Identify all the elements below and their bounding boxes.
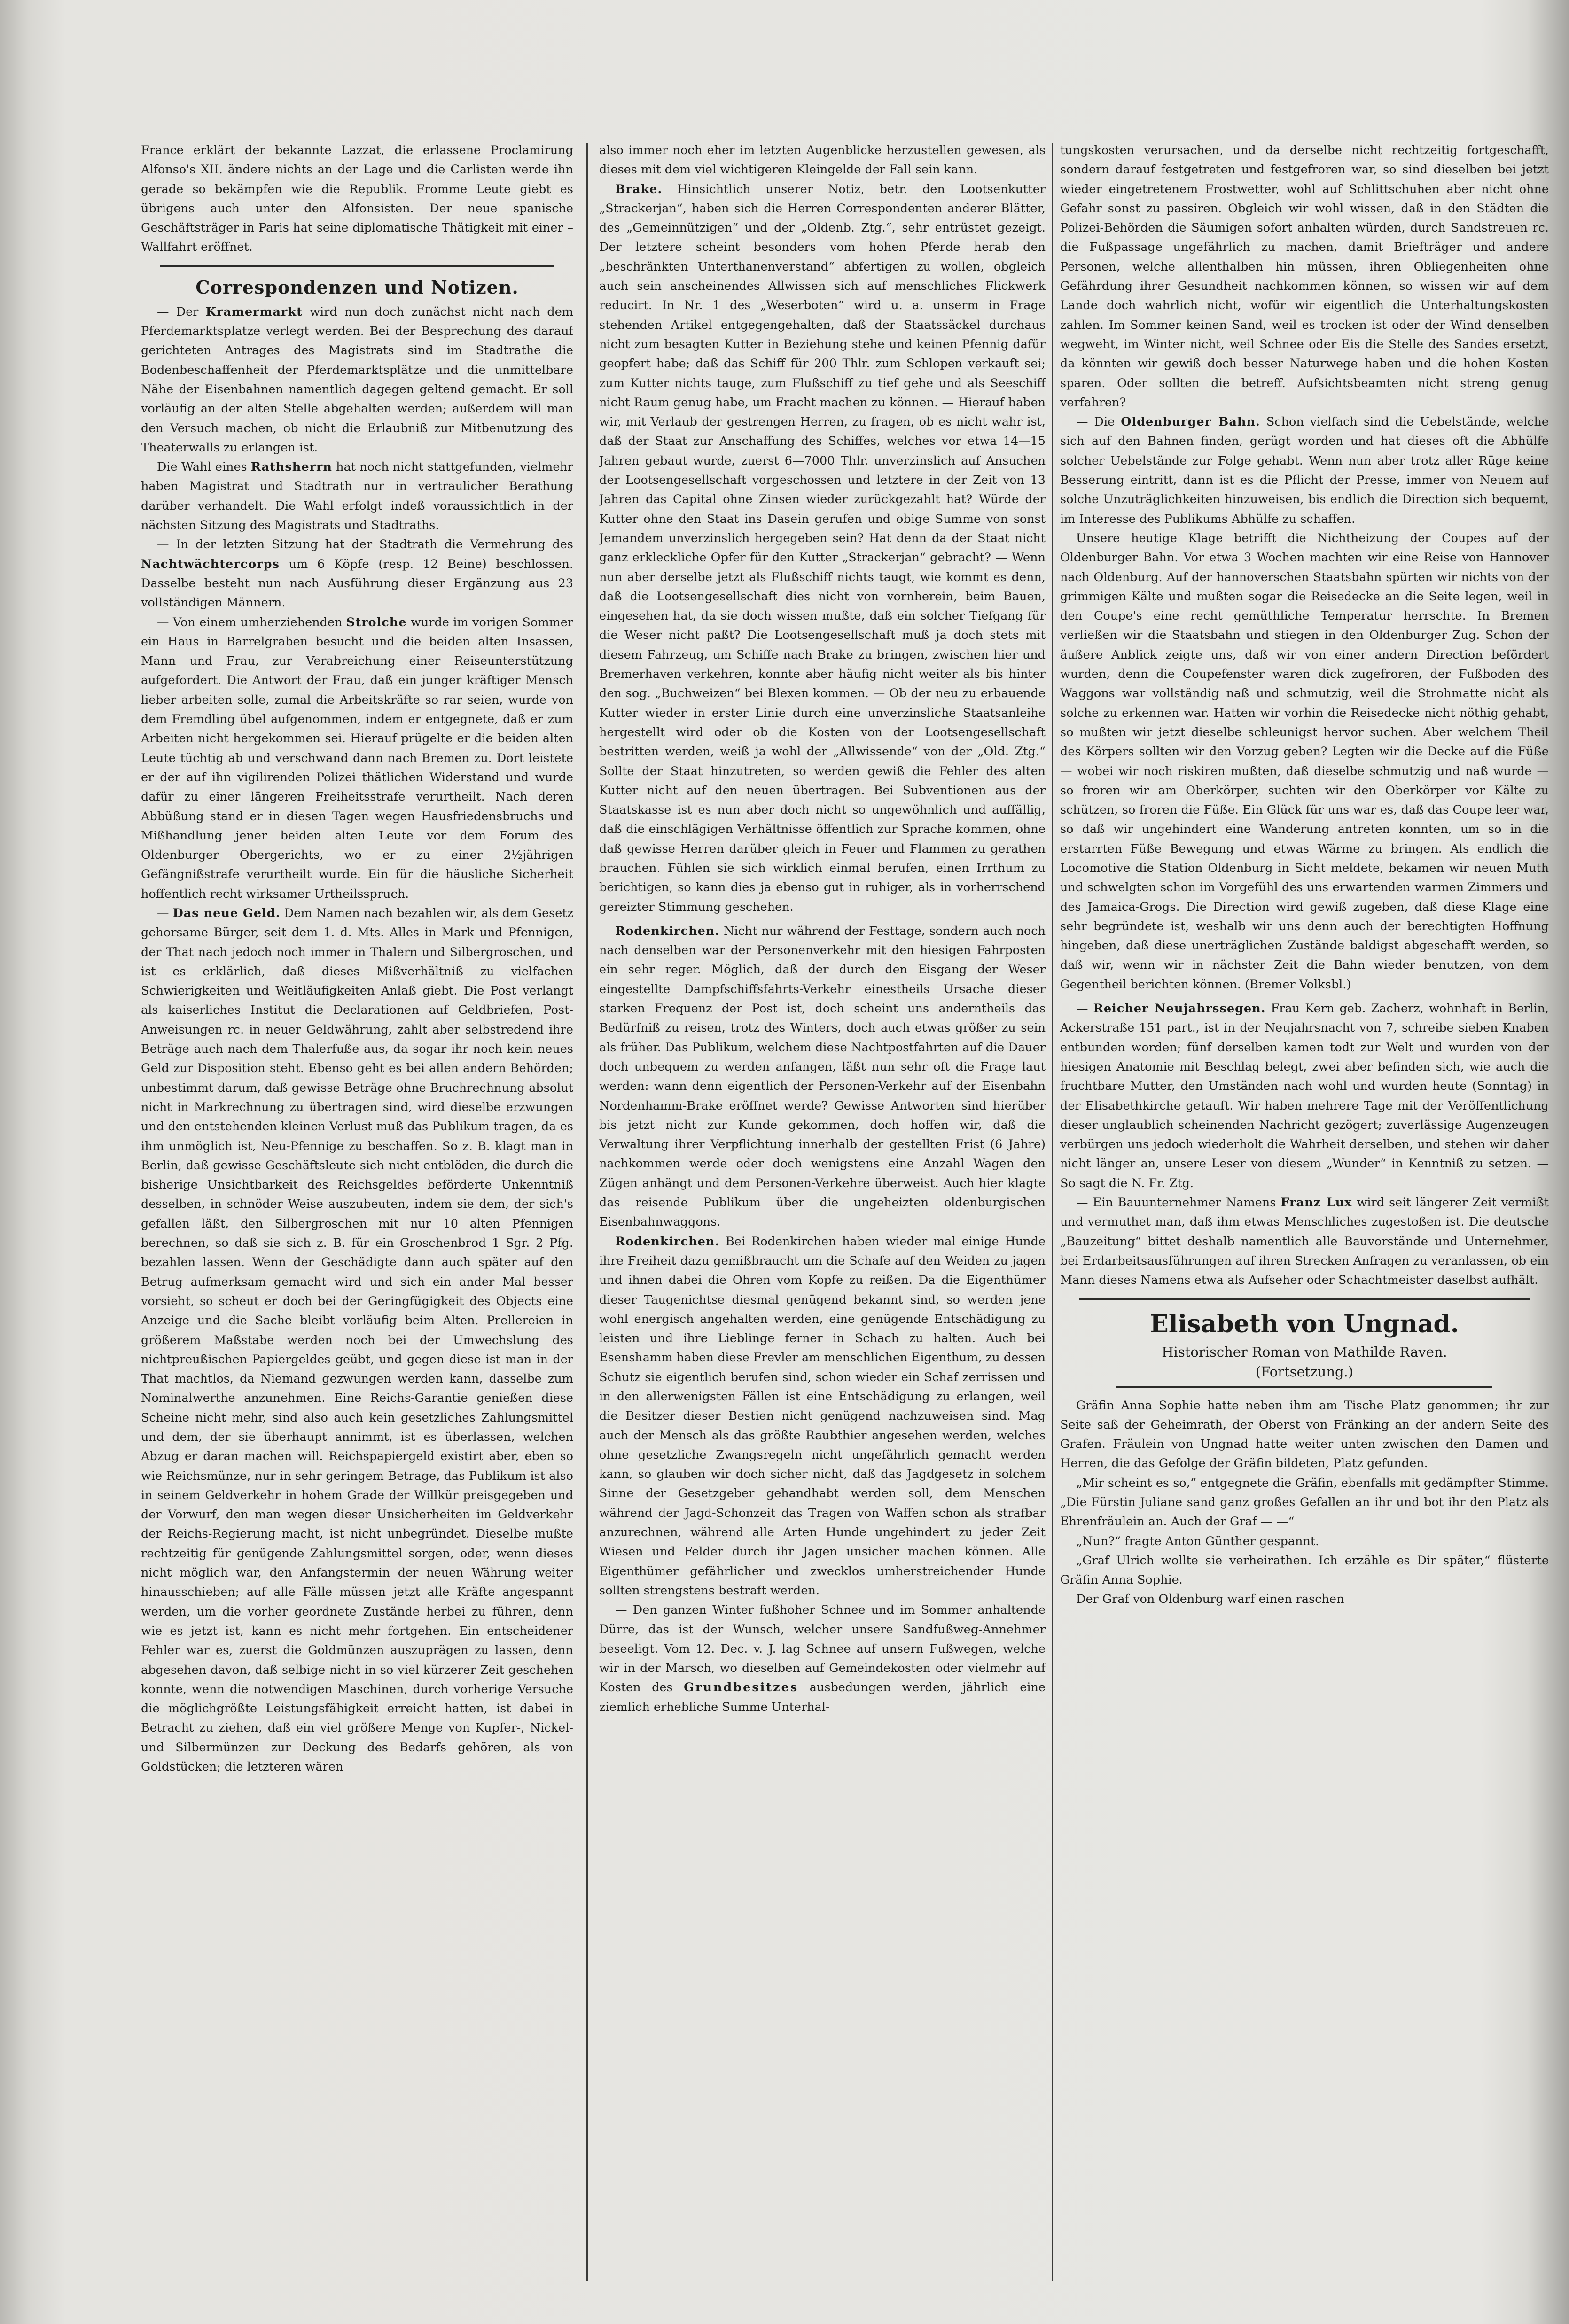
article-keyword: Rathsherrn [250, 460, 332, 474]
section-heading: Correspondenzen und Notizen. [195, 276, 519, 298]
article-lead: — Die [1076, 415, 1115, 429]
article-winter-fusswege [599, 1601, 1046, 1717]
column-rule-right [1052, 143, 1053, 2281]
article-keyword: Franz Lux [1280, 1196, 1352, 1210]
novel-divider [1116, 1386, 1492, 1388]
article-keyword: Rodenkirchen. [615, 1234, 720, 1249]
novel-paragraph: „Nun?“ fragte Anton Günther gespannt. [1076, 1534, 1319, 1548]
article-keyword: Brake. [615, 182, 663, 196]
spacer [599, 917, 1046, 922]
article-keyword: Das neue Geld. [172, 906, 281, 920]
column-1 [141, 141, 573, 2283]
article-franz-lux [1060, 1193, 1549, 1290]
novel-paragraph: „Graf Ulrich wollte sie verheirathen. Ich erzähle es Dir später,“ flüsterte Gräfin Anna Sophie. [1060, 1553, 1549, 1587]
article-rodenkirchen-2 [599, 1232, 1046, 1601]
article-strolche [141, 613, 573, 904]
article-text: wird seit längerer Zeit vermißt und vermuthet man, daß ihm etwas Menschliches zugestoßen ist. Die deutsche „Bauzeitung“ bittet deshalb namentlich alle Bauvorstände und Unternehmer, bei Erdarbeitsausführungen auf ihren Strecken Anfragen zu veranlassen, ob ein Mann dieses Namens etwa als Aufseher oder Schachtmeister daselbst aufhält. [1060, 1196, 1549, 1288]
article-lead: — [1076, 1002, 1088, 1016]
article-keyword: Nachtwächtercorps [141, 557, 280, 571]
article-lead: Die Wahl eines [157, 460, 247, 474]
article-text: Dem Namen nach bezahlen wir, als dem Gesetz gehorsame Bürger, seit dem 1. d. Mts. Alles in Mark und Pfennigen, der That nach jedoch noch immer in Thalern und Silbergroschen, und ist es erklärlich, daß dieses Mißverhältniß zu vielfachen Schwierigkeiten und Weitläufigkeiten Anlaß giebt. Die Post verlangt als kaiserliches Institut die Declarationen auf Geldbriefen, Post-Anweisungen rc. in neuer Geldwährung, zahlt aber selbstredend ihre Beträge auch nach dem Thalerfuße aus, da sogar ihr noch kein neues Geld zur Disposition steht. Ebenso geht es bei allen andern Behörden; unbestimmt darum, daß gewisse Beträge ohne Bruchrechnung absolut nicht in Markrechnung zu übertragen sind, wird dieselbe erzwungen und den entstehenden kleinen Verlust muß das Publikum tragen, da es ihm unmöglich ist, Neu-Pfennige zu beschaffen. So z. B. klagt man in Berlin, daß gewisse Geschäftsleute sich nicht entblöden, die durch die bisherige Unsichtbarkeit des Reichsgeldes beförderte Unkenntniß desselben, in schnöder Weise auszubeuten, indem sie dem, der sich's gefallen läßt, den Silbergroschen mit nur 10 alten Pfennigen berechnen, so daß sie sich z. B. für ein Groschenbrod 1 Sgr. 2 Pfg. bezahlen lassen. Wenn der Geschädigte dann auch später auf den Betrug aufmerksam gemacht wird und sich ein ander Mal besser vorsieht, so scheut er doch bei der Geringfügigkeit des Objects eine Anzeige und die Sache bleibt vorläufig beim Alten. Prellereien in größerem Maßstabe werden noch bei der Umwechslung des nichtpreußischen Papiergeldes geübt, und gegen diese ist man in der That machtlos, da Niemand gezwungen werden kann, dasselbe zum Nominalwerthe anzunehmen. Eine Reichs-Garantie genießen diese Scheine nicht mehr, sind also auch kein gesetzliches Zahlungsmittel und dem, der sie überhaupt annimmt, ist es überlassen, welchen Abzug er daran machen will. Reichspapiergeld existirt aber, eben so wie Reichsmünze, nur in sehr geringem Betrage, das Publikum ist also in seinem Geldverkehr in hohem Grade der Willkür preisgegeben und der Vorwurf, den man wegen dieser Unsicherheiten im Geldverkehr der Reichs-Regierung macht, ist nicht unbegründet. Dieselbe mußte rechtzeitig für genügende Zahlungsmittel sorgen, oder, wenn dieses nicht möglich war, den Anfangstermin der neuen Währung weiter hinausschieben; auf alle Fälle müssen jetzt alle Kräfte angespannt werden, um die vorher geordnete Zustände herbei zu führen, denn wie es jetzt ist, kann es nicht mehr fortgehen. Ein entscheidener Fehler war es, zuerst die Goldmünzen auszuprägen zu lassen, denn abgesehen davon, daß selbige nicht in so viel kürzerer Zeit geschehen konnte, wenn die notwendigen Maschinen, durch vorherige Versuche die möglichgrößte Leistungsfähigkeit erreicht hatten, ist dabei in Betracht zu ziehen, daß ein viel größere Menge von Kupfer-, Nickel- und Silbermünzen zur Deckung des Bedarfs gehören, als von Goldstücken; die letzteren wären [141, 906, 573, 1774]
column-3 [1060, 141, 1549, 2283]
novel-paragraph: Gräfin Anna Sophie hatte neben ihm am Tische Platz genommen; ihr zur Seite saß der Geheimrath, der Oberst von Fränking an der andern Seite des Grafen. Fräulein von Ungnad hatte weiter unten zwischen den Damen und Herren, die das Gefolge der Gräfin bildeten, Platz gefunden. [1060, 1398, 1549, 1471]
article-text: wurde im vorigen Sommer ein Haus in Barrelgraben besucht und die beiden alten Insassen, Mann und Frau, zur Verabreichung einer Reiseunterstützung aufgefordert. Die Antwort der Frau, daß ein junger kräftiger Mensch lieber arbeiten solle, zumal die Arbeitskräfte so rar seien, wurde von dem Fremdling übel aufgenommen, indem er entgegnete, daß er zum Arbeiten nicht hergekommen sei. Hierauf prügelte er die beiden alten Leute tüchtig ab und verschwand dann nach Bremen zu. Dort leistete er der auf ihn vigilirenden Polizei thätlichen Widerstand und wurde dafür zu einer längeren Freiheitsstrafe verurtheilt. Nach deren Abbüßung stand er in diesen Tagen wegen Hausfriedensbruchs und Mißhandlung jener beiden alten Leute vor dem Forum des Oldenburger Obergerichts, wo er zu einer 2½jährigen Gefängnißstrafe verurtheilt wurde. Ein für die häusliche Sicherheit hoffentlich recht wirksamer Urtheilsspruch. [141, 615, 573, 901]
article-brake [599, 180, 1046, 917]
article-oldenburger-bahn-cont [1060, 529, 1549, 995]
article-text: wird nun doch zunächst nicht nach dem Pferdemarktsplatze verlegt werden. Bei der Besprechung des darauf gerichteten Antrages des Magistrats sind im Stadtrathe die Bodenbeschaffenheit der Pferdemarktsplätze und die unmittelbare Nähe der Eisenbahnen namentlich dagegen geltend gemacht. Er soll vorläufig an der alten Stelle abgehalten werden; außerdem will man den Versuch machen, ob nicht die Erlaubniß zur Mitbenutzung des Theaterwalls zu erlangen ist. [141, 304, 573, 455]
article-oldenburger-bahn [1060, 412, 1549, 529]
article-text: also immer noch eher im letzten Augenblicke herzustellen gewesen, als dieses mit dem viel wichtigeren Kleingelde der Fall sein kann. [599, 143, 1046, 177]
article-continuation [599, 141, 1046, 180]
novel-paragraph: „Mir scheint es so,“ entgegnete die Gräfin, ebenfalls mit gedämpfter Stimme. „Die Fürstin Juliane sand ganz großes Gefallen an ihr und bot ihr den Platz als Ehrenfräulein an. Auch der Graf — —“ [1060, 1476, 1549, 1529]
novel-continuation: (Fortsetzung.) [1255, 1363, 1354, 1380]
article-text: um 6 Köpfe (resp. 12 Beine) beschlossen. Dasselbe besteht nun nach Ausführung dieser Ergänzung aus 23 vollständigen Männern. [141, 557, 573, 610]
article-kramermarkt [141, 303, 573, 458]
article-text: Schon vielfach sind die Uebelstände, welche sich auf den Bahnen finden, gerügt worden und hat dieses oft die Abhülfe solcher Uebelstände zur Folge gehabt. Wenn nun aber trotz aller Rüge keine Besserung eintritt, dann ist es die Pflicht der Presse, immer von Neuem auf solche Unzuträglichkeiten hinzuweisen, bis endlich die Direction sich bequemt, im Interesse des Publikums Abhülfe zu schaffen. [1060, 415, 1549, 526]
article-neujahrssegen [1060, 999, 1549, 1193]
article-continuation [1060, 141, 1549, 412]
article-lead: — In der letzten Sitzung hat der Stadtrath die Vermehrung des [157, 537, 573, 552]
column-2 [599, 141, 1046, 2283]
article-lead: — [157, 906, 169, 920]
novel-title: Elisabeth von Ungnad. [1150, 1309, 1459, 1338]
article-keyword: Reicher Neujahrssegen. [1093, 1002, 1266, 1016]
article-lead: — Von einem umherziehenden [157, 615, 343, 630]
article-keyword: Strolche [346, 615, 407, 630]
section-divider [160, 265, 554, 267]
feuilleton-divider [1079, 1298, 1530, 1300]
article-lead: — Der [157, 304, 199, 319]
article-lead: — Ein Bauunternehmer Namens [1076, 1196, 1276, 1210]
article-text: Nicht nur während der Festtage, sondern auch noch nach denselben war der Personenverkehr mit den hiesigen Fahrposten ein sehr reger. Möglich, daß der durch den Eisgang der Weser eingestellte Dampfschiffsfahrts-Verkehr einestheils Ursache dieser starken Frequenz der Post ist, doch scheint uns anderntheils das Bedürfniß zu reisen, trotz des Winters, doch auch etwas größer zu sein als früher. Das Publikum, welchem diese Nachtpostfahrten auf die Dauer doch unbequem zu werden anfangen, läßt nun sehr oft die Frage laut werden: wann denn eigentlich der Personen-Verkehr auf der Eisenbahn Nordenhamm-Brake eröffnet werde? Gewisse Antworten sind hierüber bis jetzt nicht zur Kunde gekommen, doch hoffen wir, daß die Verwaltung ihrer Verpflichtung innerhalb der gestellten Frist (6 Jahre) nachkommen werde oder doch wenigstens eine Anzahl Wagen den Zügen anhängt und dem Personen-Verkehre überweist. Auch hier klagte das reisende Publikum über die ungeheizten oldenburgischen Eisenbahnwaggons. [599, 924, 1046, 1229]
article-text: Bei Rodenkirchen haben wieder mal einige Hunde ihre Freiheit dazu gemißbraucht um die Schafe auf den Weiden zu jagen und ihnen dabei die Ohren vom Kopfe zu reißen. Da die Eigenthümer dieser Taugenichtse diesmal genügend bekannt sind, so werden jene wohl energisch angehalten werden, eine genügende Entschädigung zu leisten und ihre Lieblinge ferner in Schach zu halten. Auch bei Esenshamm haben diese Frevler am menschlichen Eigenthum, zu dessen Schutz sie eigentlich berufen sind, schon wieder ein Schaf zerrissen und in den allerwenigsten Fällen ist eine Entschädigung zu erlangen, weil die Besitzer dieser Bestien nicht genügend nachzuweisen sind. Mag auch der Mensch als das größte Raubthier angesehen werden, welches ohne gesetzliche Zwangsregeln nicht ungefährlich gemacht werden kann, so glauben wir doch sicher nicht, daß das Jagdgesetz in solchem Sinne der Gesetzgeber gehandhabt werden soll, dem Menschen während der Jagd-Schonzeit das Tragen von Waffen schon als strafbar anzurechnen, während alle Arten Hunde ungehindert zu jeder Zeit Wiesen und Felder durch ihr Jagen unsicher machen können. Alle Eigenthümer gefährlicher und zwecklos umherstreichender Hunde sollten strengstens bestraft werden. [599, 1234, 1046, 1598]
article-text: Unsere heutige Klage betrifft die Nichtheizung der Coupes auf der Oldenburger Bahn. Vor etwa 3 Wochen machten wir eine Reise von Hannover nach Oldenburg. Auf der hannoverschen Staatsbahn spürten wir nichts von der grimmigen Kälte und mußten sogar die Reisedecke an die Seite legen, weil in den Coupe's eine recht gemüthliche Temperatur herrschte. In Bremen verließen wir die Staatsbahn und stiegen in den Oldenburger Zug. Schon der äußere Anblick zeigte uns, daß wir von einer andern Direction befördert wurden, denn die Coupefenster waren dick zugefroren, der Fußboden des Waggons war vollständig naß und schmutzig, weil die Strohmatte nicht als solche zu erkennen war. Hatten wir vorhin die Reisedecke nicht nöthig gehabt, so mußten wir jetzt dieselbe schleunigst hervor suchen. Aber welchem Theil des Körpers sollten wir den Vorzug geben? Legten wir die Decke auf die Füße — wobei wir noch riskiren mußten, daß dieselbe schmutzig und naß wurde — so froren wir am Oberkörper, suchten wir den Oberkörper vor Kälte zu schützen, so froren die Füße. Ein Glück für uns war es, daß das Coupe leer war, so daß wir ungehindert eine Wanderung antreten konnten, um so in die erstarrten Füße Bewegung und etwas Wärme zu bringen. Als endlich die Locomotive die Station Oldenburg in Sicht meldete, bekamen wir neuen Muth und schwelgten schon im Vorgefühl des uns erwartenden warmen Zimmers und des Jamaica-Grogs. Die Direction wird gewiß zugeben, daß diese Klage eine sehr begründete ist, weshalb wir uns denn auch der berechtigten Hoffnung hingeben, daß diese unerträglichen Zustände baldigst abgeschafft werden, so daß wir, wenn wir in nächster Zeit die Bahn wieder benutzen, von dem Gegentheil berichten können. (Bremer Volksbl.) [1060, 531, 1549, 992]
article-text: Frau Kern geb. Zacherz, wohnhaft in Berlin, Ackerstraße 151 part., ist in der Neujahrsnacht von 7, schreibe sieben Knaben entbunden worden; fünf derselben kamen todt zur Welt und wurden von der hiesigen Anatomie mit Beschlag belegt, zwei aber befinden sich, wie auch die fruchtbare Mutter, den Umständen nach wohl und wurden heute (Sonntag) in der Elisabethkirche getauft. Wir haben mehrere Tage mit der Veröffentlichung dieser unglaublich scheinenden Nachricht gezögert; zuverlässige Augenzeugen verbürgen uns jedoch wiederholt die Wahrheit derselben, und stehen wir daher nicht länger an, unsere Leser von diesem „Wunder“ in Kenntniß zu setzen. — So sagt die N. Fr. Ztg. [1060, 1002, 1549, 1190]
article-keyword: Oldenburger Bahn. [1121, 415, 1260, 429]
novel-subtitle: Historischer Roman von Mathilde Raven. [1162, 1344, 1447, 1360]
article-rodenkirchen-1 [599, 922, 1046, 1232]
novel-paragraph: Der Graf von Oldenburg warf einen raschen [1076, 1592, 1344, 1607]
article-lead: — Den ganzen Winter fußhoher Schnee und im Sommer anhaltende Dürre, das ist der Wunsch, welcher unsere Sandfußweg-Annehmer beseeligt. Vom 12. Dec. v. J. lag Schnee auf unsern Fußwegen, welche wir in der Marsch, wo dieselben auf Gemeindekosten oder vielmehr auf Kosten des [599, 1603, 1046, 1695]
newspaper-page [33, 23, 1549, 2307]
article-text: tungskosten verursachen, und da derselbe nicht rechtzeitig fortgeschafft, sondern darauf festgetreten und festgefroren war, so sind dieselben bei jetzt wieder eingetretenem Frostwetter, wohl auf Schlittschuhen aber nicht ohne Gefahr sonst zu passiren. Obgleich wir wohl wissen, daß in den Städten die Polizei-Behörden die Säumigen sofort anhalten würden, durch Sandstreuen rc. die Fußpassage ungefährlich zu machen, damit Briefträger und andere Personen, welche allenthalben hin müssen, ihren Obliegenheiten ohne Gefährdung ihrer Gesundheit nachkommen können, so wissen wir auf dem Lande doch wahrlich nicht, wofür wir eigentlich die Unterhaltungskosten zahlen. Im Sommer keinen Sand, weil es trocken ist oder der Wind denselben wegweht, im Winter nicht, weil Schnee oder Eis die Stelle des Sandes ersetzt, da könnten wir gewiß doch besser Naturwege haben und die hohen Kosten sparen. Oder sollten die betreff. Aufsichtsbeamten nicht streng genug verfahren? [1060, 143, 1549, 410]
article-keyword: Grundbesitzes [684, 1680, 799, 1695]
article-text: ausbedungen werden, jährlich eine ziemlich erhebliche Summe Unterhal- [599, 1680, 1046, 1714]
article-keyword: Rodenkirchen. [615, 924, 720, 938]
column-rule-left [586, 143, 588, 2281]
article-rathsherrn [141, 458, 573, 535]
article-nachtwaechter [141, 535, 573, 613]
intro-paragraph: France erklärt der bekannte Lazzat, die erlassene Proclamirung Alfonso's XII. ändere nichts an der Lage und die Carlisten werde ihn gerade so bekämpfen wie die Republik. Fromme Leute giebt es übrigens auch unter den Alfonsisten. Der neue spanische Geschäftsträger in Paris hat seine diplomatische Thätigkeit mit einer – Wallfahrt eröffnet. [141, 143, 573, 255]
article-text: Hinsichtlich unserer Notiz, betr. den Lootsenkutter „Strackerjan“, haben sich die Herren Correspondenten anderer Blätter, des „Gemeinnützigen“ und der „Oldenb. Ztg.“, sehr entrüstet gezeigt. Der letztere scheint besonders vom hohen Pferde herab den „beschränkten Unterthanenverstand“ abfertigen zu wollen, obgleich auch sein anscheinendes Allwissen sich auf menschliches Flickwerk reducirt. In Nr. 1 des „Weserboten“ wird u. a. unserm in Frage stehenden Artikel entgegengehalten, daß der Staatssäckel durchaus nicht zum besagten Kutter in Beziehung stehe und keinen Pfennig dafür geopfert habe; daß das Schiff für 200 Thlr. zum Schlopen verkauft sei; zum Kutter nichts tauge, zum Flußschiff zu tief gehe und als Seeschiff nicht Raum genug habe, um Fracht machen zu können. — Hierauf haben wir, mit Verlaub der gestrengen Herren, zu fragen, ob es nicht wahr ist, daß der Staat zur Anschaffung des Schiffes, welches vor etwa 14—15 Jahren gebaut wurde, zuerst 6—7000 Thlr. unverzinslich auf Ansuchen der Lootsengesellschaft vorgeschossen und letztere in der Zeit von 13 Jahren das Capital ohne Zinsen wieder zurückgezahlt hat? Würde der Kutter ohne den Staat ins Dasein gerufen und obige Summe von sonst Jemandem unverzinslich hergegeben sein? Hat denn da der Staat nicht ganz erkleckliche Opfer für den Kutter „Strackerjan“ gebracht? — Wenn nun aber derselbe jetzt als Flußschiff nichts taugt, wie kommt es denn, daß die Lootsengesellschaft dies nicht von vornherein, beim Bauen, eingesehen hat, da sie doch wissen mußte, daß ein solcher Tiefgang für die Weser nicht paßt? Die Lootsengesellschaft muß ja doch stets mit diesem Fahrzeug, um Schiffe nach Brake zu bringen, zwischen hier und Bremerhaven verkehren, konnte aber häufig nicht weiter als bis hinter den sog. „Buchweizen“ bei Blexen kommen. — Ob der neu zu erbauende Kutter wieder in erster Linie durch eine unverzinsliche Staatsanleihe hergestellt wird oder ob die Kosten von der Lootsengesellschaft bestritten werden, weiß ja wohl der „Allwissende“ von der „Old. Ztg.“ Sollte der Staat hinzutreten, so werden gewiß die Fehler des alten Kutter nicht auf den neuen übertragen. Bei Subventionen aus der Staatskasse ist es nun aber doch nicht so ungewöhnlich und auffällig, daß die einschlägigen Verhältnisse öffentlich zur Sprache kommen, ohne daß gewisse Herren darüber gleich in Feuer und Flammen zu gerathen brauchen. Fühlen sie sich wirklich einmal berufen, einen Irrthum zu berichtigen, so kann dies ja ebenso gut in ruhiger, als in vorherrschend gereizter Stimmung geschehen. [599, 182, 1046, 914]
article-keyword: Kramermarkt [205, 304, 303, 319]
article-neues-geld [141, 904, 573, 1777]
article-text: hat noch nicht stattgefunden, vielmehr haben Magistrat und Stadtrath nur in vertraulicher Berathung darüber verhandelt. Die Wahl erfolgt indeß voraussichtlich in der nächsten Sitzung des Magistrats und Stadtraths. [141, 460, 573, 533]
spacer [1060, 995, 1549, 999]
